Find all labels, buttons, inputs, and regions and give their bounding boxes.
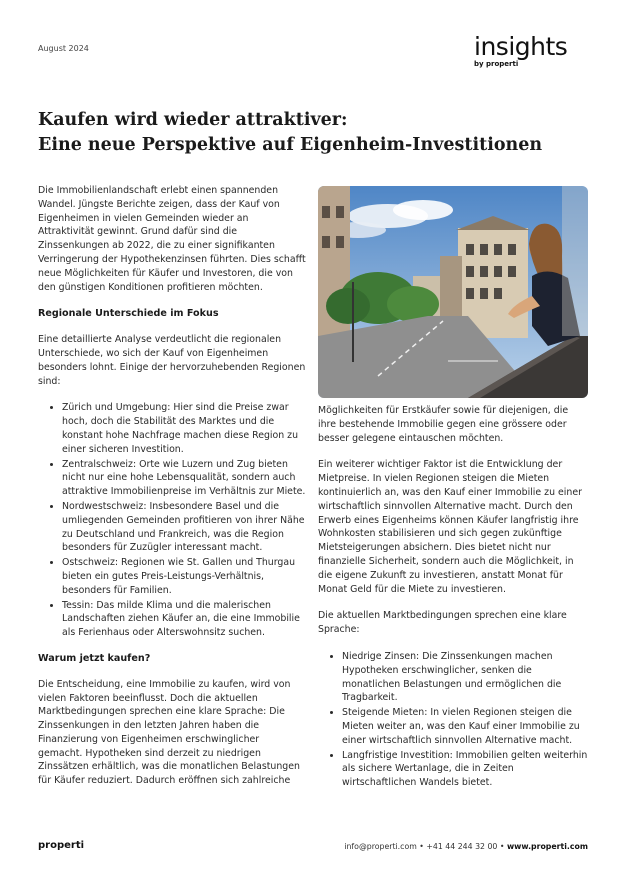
section-heading-regions: Regionale Unterschiede im Fokus — [38, 308, 219, 320]
footer-website[interactable]: www.properti.com — [506, 842, 588, 851]
list-item: • Ostschweiz: Regionen wie St. Gallen und Thurgau bieten ein gutes Preis-Leistungs-Verhältnis, besonders für Familien. — [62, 556, 306, 597]
list-item: • Steigende Mieten: In vielen Regionen steigen die Mieten weiter an, was den Kauf einer Immobilie zu einer wirtschaftlich sinnvollen Alternative macht. — [342, 706, 588, 747]
list-item: • Zentralschweiz: Orte wie Luzern und Zug bieten nicht nur eine hohe Lebensqualität, sondern auch attraktive Immobilienpreise im Verhältnis zur Miete. — [62, 458, 306, 499]
market-conditions-list — [318, 650, 588, 790]
regions-list — [38, 401, 306, 640]
list-item: • Zürich und Umgebung: Hier sind die Preise zwar hoch, doch die Stabilität des Marktes und die konstant hohe Nachfrage machen diese Region zu einer sicheren Investition. — [62, 401, 306, 456]
footer-brand-logo: properti — [38, 840, 85, 851]
market-conditions-intro: Die aktuellen Marktbedingungen sprechen eine klare Sprache: — [318, 610, 567, 636]
footer-email[interactable]: info@properti.com — [344, 842, 417, 851]
logo-wordmark: insights — [474, 32, 568, 61]
first-time-buyers-paragraph: Möglichkeiten für Erstkäufer sowie für diejenigen, die ihre bestehende Immobilie gegen eine grössere oder besser gelegene eintauschen möchten. — [318, 405, 569, 444]
list-item: • Nordwestschweiz: Insbesondere Basel und die umliegenden Gemeinden profitieren von ihrer Nähe zu Deutschland und Frankreich, was die Region besonders für Zuzügler interessant macht. — [62, 500, 306, 555]
regions-paragraph: Eine detaillierte Analyse verdeutlicht die regionalen Unterschiede, wo sich der Kauf von Eigenheimen besonders lohnt. Einige der hervorzuhebenden Regionen sind: — [38, 334, 306, 387]
title-line-1: Kaufen wird wieder attraktiver: — [38, 110, 348, 130]
right-column — [318, 404, 588, 802]
logo-byline: by properti — [474, 60, 519, 68]
publication-date: August 2024 — [38, 44, 89, 53]
article-title — [38, 108, 598, 158]
list-item: • Tessin: Das milde Klima und die malerischen Landschaften ziehen Käufer an, die eine Immobilie als Ferienhaus oder Alterswohnsitz suchen. — [62, 599, 306, 640]
list-item: • Niedrige Zinsen: Die Zinssenkungen machen Hypotheken erschwinglicher, senken die monatlichen Belastungen und ermöglichen die Tragbarkeit. — [342, 650, 588, 705]
why-buy-paragraph: Die Entscheidung, eine Immobilie zu kaufen, wird von vielen Faktoren beeinflusst. Doch die aktuellen Marktbedingungen sprechen eine klare Sprache: Die Zinssenkungen in den letzten Jahren haben die Finanzierung von Eigenheimen erschwinglicher gemacht. Hypotheken sind derzeit zu niedrigen Zinssätzen erhältlich, was die monatlichen Belastungen für Käufer reduziert. Dadurch eröffnen sich zahlreiche — [38, 678, 300, 787]
footer-phone[interactable]: +41 44 244 32 00 — [426, 842, 498, 851]
section-heading-why-buy: Warum jetzt kaufen? — [38, 652, 151, 664]
insights-logo — [474, 34, 594, 68]
title-line-2: Eine neue Perspektive auf Eigenheim-Investitionen — [38, 135, 543, 155]
rent-development-paragraph: Ein weiterer wichtiger Faktor ist die Entwicklung der Mietpreise. In vielen Regionen steigen die Mieten kontinuierlich an, was den Kauf einer Immobilie zu einer wirtschaftlich sinnvollen Alternative macht. Durch den Erwerb eines Eigenheims können Käufer langfristig ihre Wohnkosten stabilisieren und sich gegen zukünftige Mietsteigerungen absichern. Dies bietet nicht nur finanzielle Sicherheit, sondern auch die Möglichkeit, in die eigene Zukunft zu investieren, anstatt Monat für Monat Geld für die Miete zu investieren. — [318, 459, 582, 595]
list-item: • Langfristige Investition: Immobilien gelten weiterhin als sichere Wertanlage, die in Zeiten wirtschaftlichen Wandels bietet. — [342, 749, 588, 790]
left-column — [38, 184, 306, 801]
balcony-street-photo — [318, 186, 588, 398]
intro-paragraph: Die Immobilienlandschaft erlebt einen spannenden Wandel. Jüngste Berichte zeigen, dass der Kauf von Eigenheimen in vielen Gemeinden wieder an Attraktivität gewinnt. Grund dafür sind die Zinssenkungen ab 2022, die zu einer signifikanten Verringerung der Hypothekenzinsen führten. Dies schafft neue Möglichkeiten für Käufer und Investoren, die von den günstigen Konditionen profitieren möchten. — [38, 185, 306, 293]
footer-contact: info@properti.com • +41 44 244 32 00 • www.properti.com — [344, 842, 588, 851]
